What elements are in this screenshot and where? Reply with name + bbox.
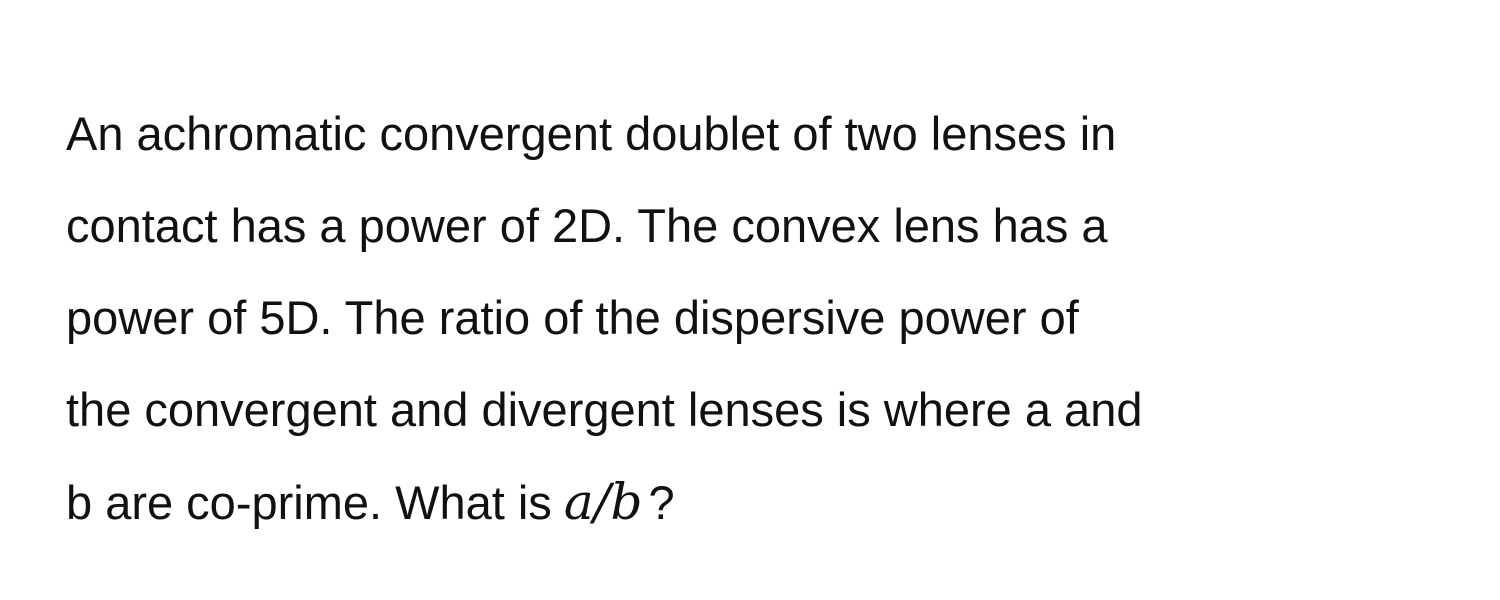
question-line: power of 5D. The ratio of the dispersive power of (66, 291, 1079, 344)
question-line: An achromatic convergent doublet of two lenses in (66, 107, 1117, 160)
math-expression: a/b (563, 473, 643, 531)
question-line-last (66, 456, 1456, 549)
question-mark: ? (648, 476, 675, 529)
question-line: contact has a power of 2D. The convex lens has a (66, 199, 1108, 252)
question-line: the convergent and divergent lenses is where a and (66, 383, 1143, 436)
question-line-text: b are co-prime. What is (66, 476, 552, 529)
question-text (66, 88, 1456, 549)
